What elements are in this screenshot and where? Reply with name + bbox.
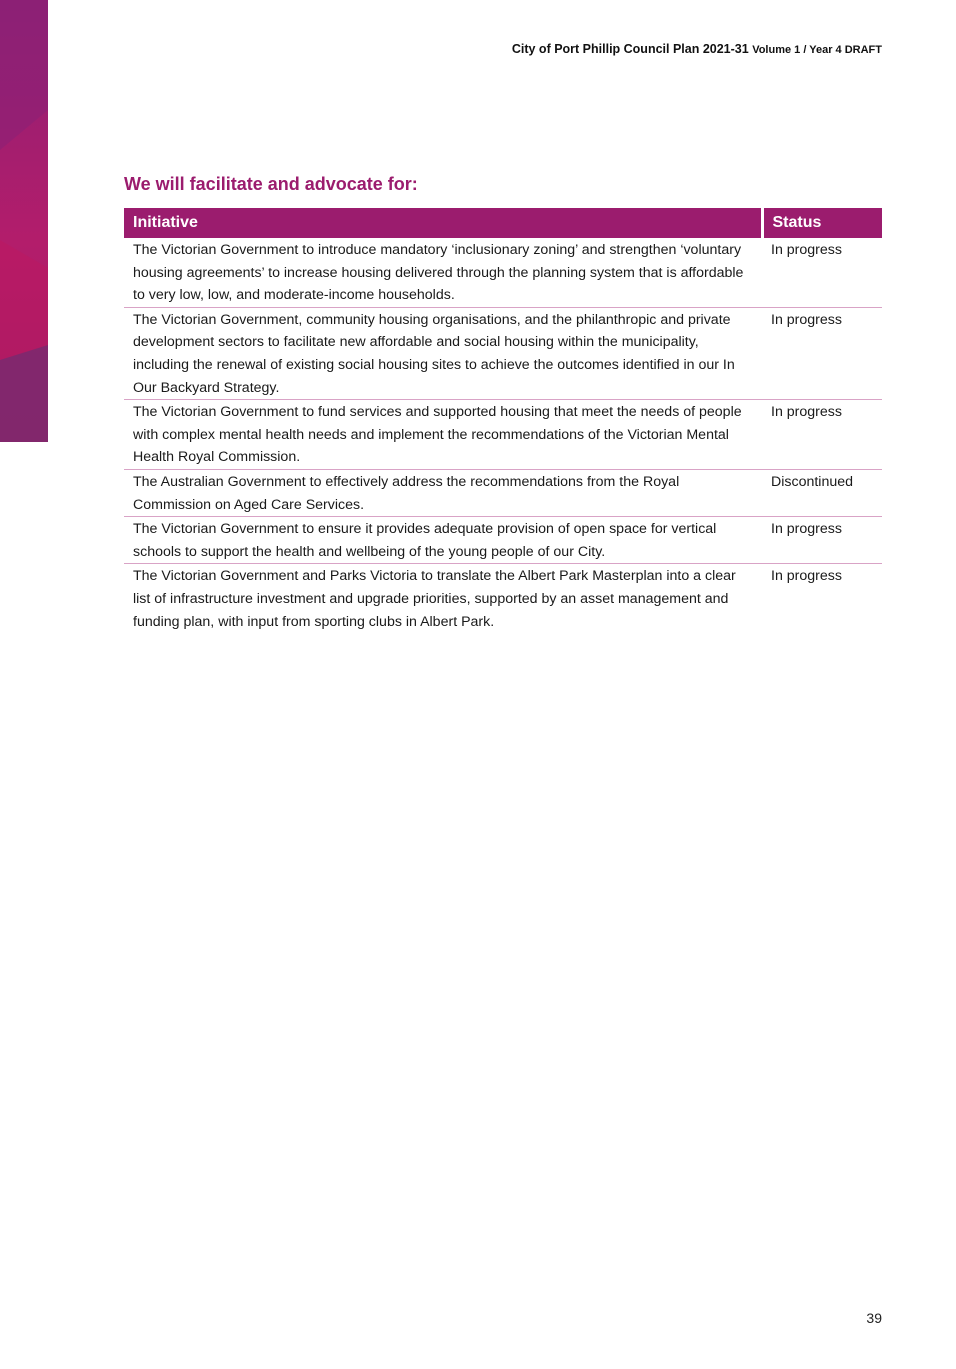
document-title: City of Port Phillip Council Plan 2021-31 — [511, 42, 749, 56]
column-header-status: Status — [762, 208, 882, 238]
initiative-cell: The Victorian Government, community housing organisations, and the philanthropic and private development sectors to facilitate new affordable and social housing within the municipality, including the renewal of existing social housing sites to achieve the outcomes identified in our In Our Backyard Strategy. — [124, 307, 762, 399]
section-heading: We will facilitate and advocate for: — [124, 174, 418, 194]
status-cell: In progress — [762, 517, 882, 564]
initiative-cell: The Victorian Government to introduce mandatory ‘inclusionary zoning’ and strengthen ‘voluntary housing agreements’ to increase housing delivered through the planning system that is affordable to very low, low, and moderate-income households. — [124, 238, 762, 307]
initiatives-table — [124, 208, 882, 633]
initiative-cell: The Victorian Government to ensure it provides adequate provision of open space for vertical schools to support the health and wellbeing of the young people of our City. — [124, 517, 762, 564]
initiative-cell: The Victorian Government and Parks Victoria to translate the Albert Park Masterplan into a clear list of infrastructure investment and upgrade priorities, supported by an asset management and funding plan, with input from sporting clubs in Albert Park. — [133, 568, 736, 630]
table-row — [124, 307, 882, 399]
status-cell: Discontinued — [762, 469, 882, 516]
table-row — [124, 400, 882, 470]
page-number: 39 — [866, 1310, 882, 1326]
table-header-row — [124, 208, 882, 238]
decorative-side-band — [0, 0, 48, 442]
table-row — [124, 564, 882, 633]
table-row — [124, 517, 882, 564]
table-row — [124, 469, 882, 516]
initiative-cell: The Victorian Government to fund services and supported housing that meet the needs of people with complex mental health needs and implement the recommendations of the Victorian Mental Health Royal Commission. — [124, 400, 762, 470]
status-cell: In progress — [762, 238, 882, 307]
status-cell: In progress — [771, 568, 842, 585]
document-subtitle: Volume 1 / Year 4 DRAFT — [752, 44, 882, 56]
table-row — [124, 238, 882, 307]
column-header-initiative: Initiative — [124, 208, 762, 238]
status-cell: In progress — [762, 400, 882, 470]
status-cell: In progress — [762, 307, 882, 399]
initiative-cell: The Australian Government to effectively address the recommendations from the Royal Commission on Aged Care Services. — [124, 469, 762, 516]
document-header — [512, 42, 882, 56]
